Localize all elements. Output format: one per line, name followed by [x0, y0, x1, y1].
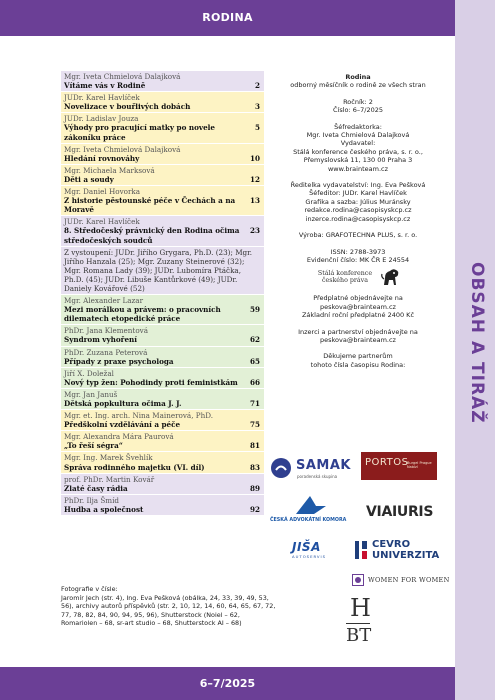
- publisher-name: Stálá konference českého práva, s. r. o.,: [293, 147, 423, 156]
- subscription-line1: Předplatné objednávejte na: [313, 294, 403, 303]
- toc-page-number: 65: [249, 356, 260, 366]
- toc-entry[interactable]: [61, 143, 264, 164]
- ads-email[interactable]: peskova@brainteam.cz: [320, 335, 396, 344]
- cak-logo: [270, 494, 352, 528]
- toc-title: Mezi morálkou a právem: o pracovních dilematech etopedické práce: [64, 305, 221, 324]
- stala-logo-text: Stálá konference českého práva: [317, 269, 373, 285]
- jisa-logo: [292, 540, 336, 562]
- toc-entry[interactable]: [61, 388, 264, 409]
- toc-entry[interactable]: [61, 246, 264, 294]
- samak-emblem-icon: [270, 457, 292, 479]
- toc-page-number: 66: [249, 377, 260, 387]
- cevro-emblem-icon: [354, 540, 368, 560]
- hbt-logo: [340, 594, 376, 652]
- toc-title: Děti a soudy: [64, 174, 114, 184]
- registration: Evidenční číslo: MK ČR E 24554: [306, 255, 410, 264]
- toc-page-number: 83: [249, 462, 260, 472]
- toc-author: Mgr. Jan Januš: [64, 389, 118, 399]
- samak-name: SAMAK: [296, 458, 351, 473]
- chief-editor: Šéfeditor: JUDr. Karel Havlíček: [309, 189, 407, 198]
- subscription-price: Základní roční předplatné 2400 Kč: [301, 311, 415, 320]
- email-editorial[interactable]: redakce.rodina@casopisyskcp.cz: [304, 206, 412, 215]
- credits-heading: Fotografie v čísle:: [61, 585, 118, 593]
- toc-page-number: 5: [254, 123, 260, 133]
- graphics: Grafika a sazba: Július Muránsky: [305, 197, 411, 206]
- magazine-subtitle: odborný měsíčník o rodině ze všech stran: [290, 81, 426, 90]
- jisa-name: JIŠA: [292, 540, 321, 554]
- publisher-web[interactable]: www.brainteam.cz: [327, 164, 389, 173]
- toc-entry[interactable]: [61, 367, 264, 388]
- toc-page-number: 81: [249, 441, 260, 451]
- toc-page-number: 10: [249, 153, 260, 163]
- toc-author: prof. PhDr. Martin Kovář: [64, 474, 155, 484]
- hbt-letters-bt: BT: [346, 625, 372, 646]
- toc-title: Novelizace v bouřlivých dobách: [64, 102, 191, 112]
- footer-bar: [0, 667, 455, 700]
- sidebar-band: [455, 0, 495, 700]
- toc-page-number: 23: [249, 226, 260, 236]
- toc-title: Dětská popkultura očima J. J.: [64, 399, 182, 408]
- thanks-line1: Děkujeme partnerům: [323, 352, 393, 361]
- toc-page-number: 71: [249, 399, 260, 408]
- magazine-title: Rodina: [345, 73, 371, 81]
- toc-title: Výhody pro pracující matky po novele zákoníku práce: [64, 123, 215, 142]
- toc-page-number: 59: [249, 305, 260, 315]
- cak-emblem-icon: [294, 494, 328, 516]
- toc-author: Mgr. Ing. Marek Švehlík: [64, 453, 153, 463]
- toc-author: JUDr. Ladislav Jouza: [64, 114, 139, 124]
- toc-entry[interactable]: [61, 494, 264, 515]
- toc-entry[interactable]: [61, 91, 264, 112]
- photo-credits: [61, 585, 276, 628]
- editor-name: Mgr. Iveta Chmielová Dalajková: [306, 131, 410, 140]
- toc-page-number: 92: [249, 504, 260, 514]
- toc-page-number: 2: [254, 81, 260, 91]
- imprint: [268, 73, 448, 369]
- email-ads[interactable]: inzerce.rodina@casopisyskcp.cz: [305, 214, 411, 223]
- volume: Ročník: 2: [343, 97, 373, 106]
- toc-author: Mgr. et. Ing. arch. Nina Mainerová, PhD.: [64, 411, 214, 421]
- sidebar-title: OBSAH A TIRÁŽ: [467, 262, 487, 424]
- subscription-email[interactable]: peskova@brainteam.cz: [320, 302, 396, 311]
- toc-entry[interactable]: [61, 451, 264, 472]
- toc-entry[interactable]: [61, 409, 264, 430]
- toc-title: Hledání rovnováhy: [64, 153, 140, 163]
- toc-title: Předškolní vzdělávání a péče: [64, 420, 181, 430]
- toc-author: PhDr. Ilja Šmíd: [64, 495, 120, 505]
- toc-title: Z historie pěstounské péče v Čechách a na Moravě: [64, 196, 236, 215]
- toc-entry[interactable]: [61, 430, 264, 451]
- editor-label: Šéfredaktorka:: [334, 122, 382, 131]
- lion-icon: [380, 266, 402, 288]
- viaiuris-name: VIAIURIS: [366, 504, 434, 520]
- toc-entry[interactable]: [61, 324, 264, 345]
- toc-page-number: 3: [254, 102, 260, 112]
- toc-author: JUDr. Karel Havlíček: [64, 217, 140, 227]
- samak-subtitle: poradenská skupina: [297, 474, 338, 479]
- ads-line1: Inzerci a partnerství objednávejte na: [298, 327, 418, 336]
- toc-author: PhDr. Zuzana Peterová: [64, 347, 148, 357]
- partner-logos: [268, 452, 448, 662]
- issue-number: Číslo: 6–7/2025: [332, 106, 384, 115]
- issn: ISSN: 2788-3973: [330, 247, 386, 256]
- header-bar: [0, 0, 455, 36]
- toc-entry[interactable]: [61, 294, 264, 324]
- toc-page-number: 12: [249, 174, 260, 184]
- cevro-logo: [354, 538, 444, 564]
- credits-text: Jaromír Jech (str. 4), Ing. Eva Pešková (obálka, 24, 33, 39, 49, 53, 56), archivy autorů příspěvků (str. 2, 10, 12, 14, 60, 64, 65, 67, 72, 77, 78, 82, 84, 90, 94, 95, 96), Shutterstock (Noiel – 62, Romariolen – 68, sr-art studio – 68, Shutterstock AI – 68): [61, 593, 276, 627]
- toc-title: Hudba a společnost: [64, 504, 144, 514]
- toc-page-number: 75: [249, 420, 260, 430]
- toc-entry[interactable]: [61, 473, 264, 494]
- toc-author: Mgr. Iveta Chmielová Dalajková: [64, 144, 181, 154]
- issue-label: 6–7/2025: [199, 677, 256, 690]
- cevro-line2: UNIVERZITA: [372, 550, 440, 561]
- toc-entry[interactable]: [61, 164, 264, 185]
- toc-author: PhDr. Jana Klementová: [64, 326, 148, 336]
- toc-title: „To řeší ségra“: [64, 441, 123, 451]
- toc-title: 8. Středočeský právnický den Rodina očima středočeských soudců: [64, 226, 240, 245]
- toc-entry[interactable]: [61, 215, 264, 245]
- director: Ředitelka vydavatelství: Ing. Eva Pešková: [290, 181, 426, 190]
- cevro-line1: CEVRO: [372, 539, 411, 550]
- toc-title: Případy z praxe psychologa: [64, 356, 174, 366]
- toc-author: JUDr. Karel Havlíček: [64, 93, 140, 103]
- portos-logo: [361, 452, 437, 480]
- women-name: WOMEN FOR WOMEN: [368, 576, 450, 584]
- toc-title: Zlaté časy rádia: [64, 483, 128, 493]
- thanks-line2: tohoto čísla časopisu Rodina:: [310, 360, 406, 369]
- section-title: RODINA: [202, 11, 253, 24]
- jisa-subtitle: AUTOSERVIS: [292, 554, 327, 559]
- toc-title: Vítáme vás v Rodině: [64, 81, 146, 91]
- toc-author: Mgr. Michaela Marksová: [64, 165, 155, 175]
- toc-author: Mgr. Alexandra Mára Paurová: [64, 432, 174, 442]
- toc-title: Syndrom vyhoření: [64, 335, 137, 345]
- toc-title: Správa rodinného majetku (VI. díl): [64, 462, 205, 472]
- toc-entry[interactable]: [61, 185, 264, 215]
- toc-entry[interactable]: [61, 70, 264, 91]
- hbt-letter-h: H: [350, 594, 371, 622]
- toc-page-number: 62: [249, 335, 260, 345]
- table-of-contents: [61, 70, 264, 515]
- publisher-label: Vydavatel:: [340, 139, 376, 148]
- toc-page-number: 89: [249, 483, 260, 493]
- stala-konference-logo: [268, 266, 448, 288]
- toc-author: Mgr. Alexander Lazar: [64, 296, 144, 306]
- toc-entry[interactable]: [61, 112, 264, 142]
- cak-name: ČESKÁ ADVOKÁTNÍ KOMORA: [270, 518, 347, 523]
- production: Výroba: GRAFOTECHNA PLUS, s. r. o.: [298, 231, 418, 240]
- viaiuris-logo: [366, 504, 442, 524]
- publisher-address: Přemyslovská 11, 130 00 Praha 3: [303, 156, 413, 165]
- women-emblem-icon: [352, 574, 364, 586]
- toc-speakers: Z vystoupení: JUDr. Jiřího Grygara, Ph.D. (23); Mgr. Jiřího Hanzala (25); Mgr. Zuzany Steinerové (32); Mgr. Romana Lady (39); JUDr. Lubomíra Ptáčka, Ph.D. (45); JUDr. Libuše Kantůrkové (49); JUDr. Daniely Kovářové (52): [64, 247, 253, 293]
- toc-author: Mgr. Daniel Hovorka: [64, 187, 141, 197]
- portos-name: PORTOS: [365, 457, 409, 468]
- portos-subtitle: Burgel Prague Nabízí: [407, 461, 432, 469]
- toc-author: Jiří X. Doležal: [64, 368, 114, 378]
- toc-author: Mgr. Iveta Chmielová Dalajková: [64, 72, 181, 81]
- women-for-women-logo: [352, 572, 448, 588]
- toc-entry[interactable]: [61, 346, 264, 367]
- samak-logo: [270, 454, 358, 484]
- toc-page-number: 13: [249, 196, 260, 206]
- toc-title: Nový typ žen: Pohodindy proti feministkám: [64, 377, 238, 387]
